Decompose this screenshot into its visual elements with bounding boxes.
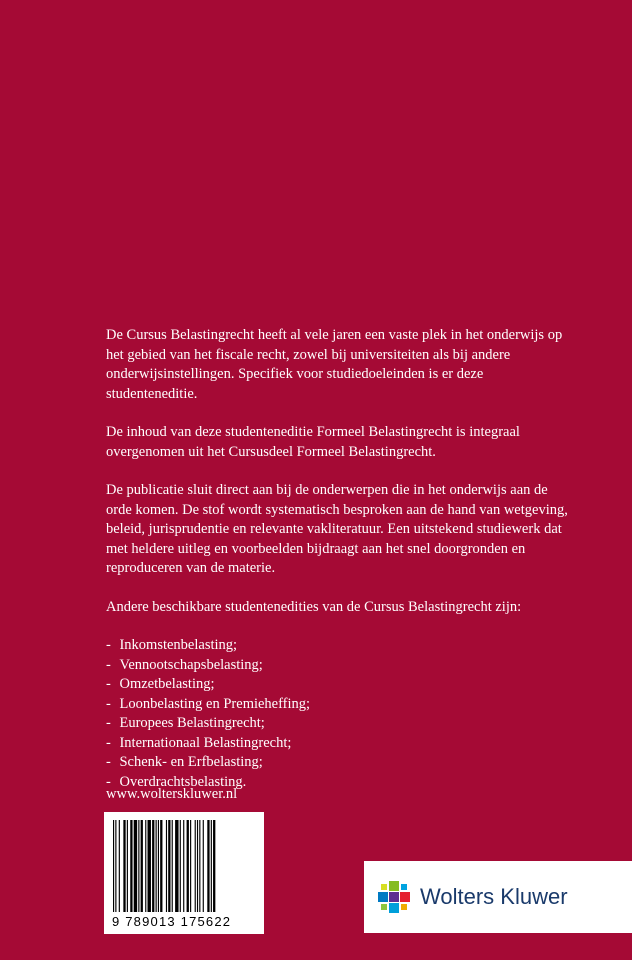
paragraph-content: De inhoud van deze studenteneditie Formeel Belastingrecht is integraal overgenomen uit het Cursusdeel Formeel Belastingrecht. <box>106 424 520 460</box>
wolters-kluwer-logo-icon <box>376 879 412 915</box>
paragraph-intro: De Cursus Belastingrecht heeft al vele jaren een vaste plek in het onderwijs op het gebied van het fiscale recht, zowel bij universiteiten als bij andere onderwijsinstellingen. Specifiek voor studiedoeleinden is er deze studenteneditie. <box>106 327 563 402</box>
list-item: - Schenk- en Erfbelasting; <box>106 753 576 773</box>
publisher-name: Wolters Kluwer <box>420 884 568 909</box>
list-item: - Inkomstenbelasting; <box>106 636 576 656</box>
website-link[interactable]: www.wolterskluwer.nl <box>106 786 238 802</box>
back-cover-text <box>106 326 576 811</box>
barcode-digits: 9 789013 175622 <box>112 914 232 929</box>
isbn-barcode <box>104 812 264 934</box>
paragraph-editions-intro: Andere beschikbare studentenedities van de Cursus Belastingrecht zijn: <box>106 598 522 615</box>
list-item: - Overdrachtsbelasting. <box>106 773 576 793</box>
barcode-bars <box>112 820 256 912</box>
list-item: - Omzetbelasting; <box>106 675 576 695</box>
list-item: - Internationaal Belastingrecht; <box>106 734 576 754</box>
editions-list <box>106 636 576 792</box>
list-item: - Vennootschapsbelasting; <box>106 656 576 676</box>
list-item: - Loonbelasting en Premieheffing; <box>106 695 576 715</box>
paragraph-publication: De publicatie sluit direct aan bij de onderwerpen die in het onderwijs aan de orde komen. De stof wordt systematisch besproken aan de hand van wetgeving, beleid, jurisprudentie en relevante vakliteratuur. Een uitstekend studiewerk dat met heldere uitleg en voorbeelden bijdraagt aan het snel doorgronden en reproduceren van de materie. <box>106 482 568 576</box>
publisher-logo <box>364 861 632 933</box>
list-item: - Europees Belastingrecht; <box>106 714 576 734</box>
